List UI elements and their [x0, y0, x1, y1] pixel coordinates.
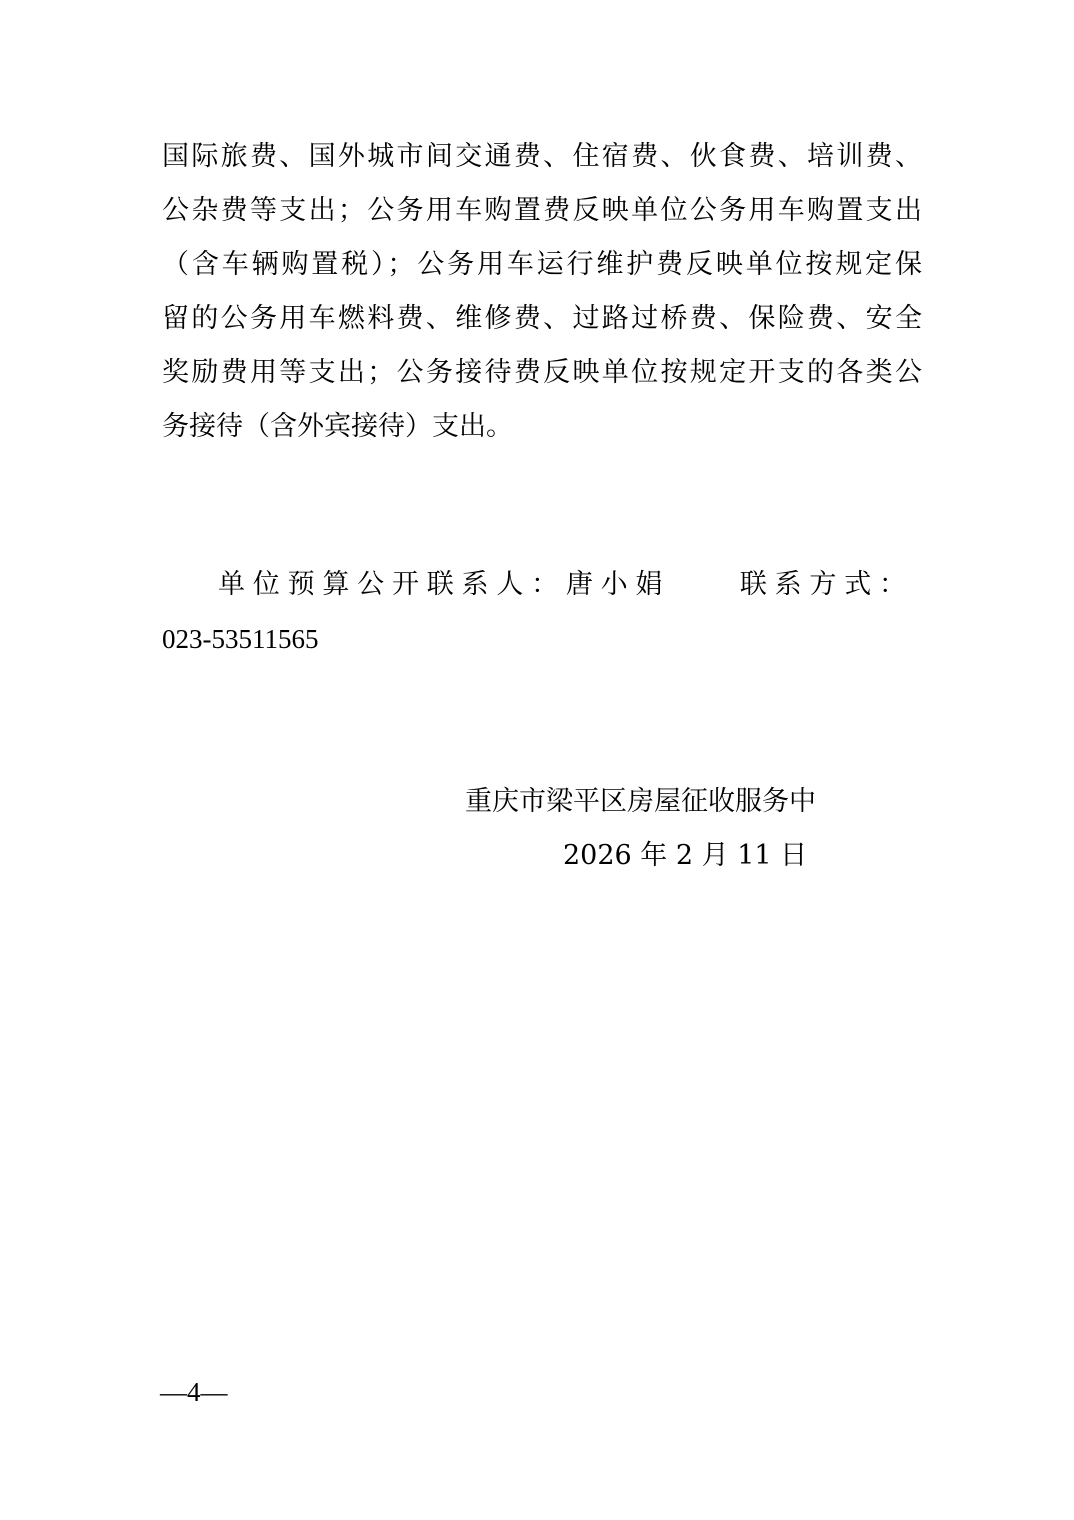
signature-date: 2026 年 2 月 11 日	[563, 840, 808, 871]
body-line-1: 国际旅费、国外城市间交通费、住宿费、伙食费、培训费、	[162, 141, 922, 172]
signature-organization: 重庆市梁平区房屋征收服务中	[465, 786, 816, 817]
contact-phone: 023-53511565	[162, 624, 319, 654]
body-line-3: （含车辆购置税）；公务用车运行维护费反映单位按规定保	[162, 249, 922, 280]
body-line-4: 留的公务用车燃料费、维修费、过路过桥费、保险费、安全	[162, 303, 922, 334]
body-line-2: 公杂费等支出；公务用车购置费反映单位公务用车购置支出	[162, 195, 922, 226]
body-line-6: 务接待（含外宾接待）支出。	[162, 411, 513, 442]
contact-line: 单位预算公开联系人：唐小娟 联系方式：	[218, 569, 912, 600]
body-line-5: 奖励费用等支出；公务接待费反映单位按规定开支的各类公	[162, 357, 922, 388]
page-number: —4—	[160, 1377, 228, 1407]
